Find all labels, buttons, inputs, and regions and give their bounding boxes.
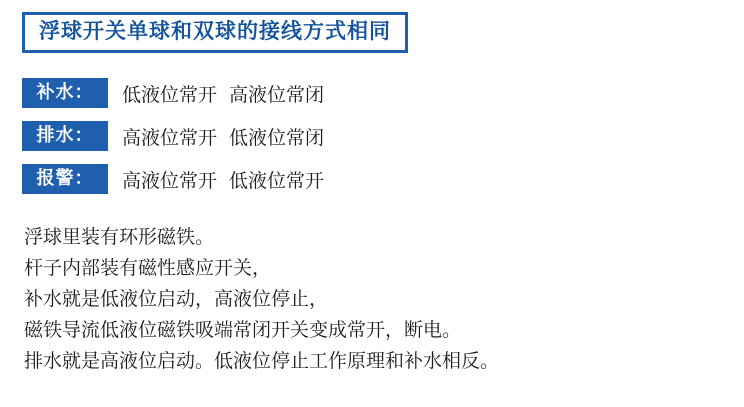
mode-list — [22, 78, 712, 207]
mode-desc-drain-low: 低液位常闭 — [229, 127, 325, 149]
mode-desc-drain — [122, 123, 324, 150]
mode-desc-supply-high: 高液位常闭 — [229, 84, 325, 106]
mode-desc-supply-low: 低液位常开 — [122, 84, 218, 106]
mode-tag-drain: 排水： — [22, 121, 108, 151]
body-line-1: 浮球里装有环形磁铁。 — [24, 227, 215, 248]
mode-row-supply — [22, 78, 712, 108]
mode-desc-alarm-high: 高液位常开 — [122, 170, 218, 192]
body-line-2: 杆子内部装有磁性感应开关， — [24, 258, 272, 279]
mode-tag-supply: 补水： — [22, 78, 108, 108]
mode-row-drain — [22, 121, 712, 151]
mode-tag-alarm: 报警： — [22, 164, 108, 194]
mode-desc-alarm — [122, 166, 324, 193]
mode-desc-supply — [122, 80, 324, 107]
body-line-3: 补水就是低液位启动，高液位停止， — [24, 289, 329, 310]
body-text-block — [24, 222, 724, 377]
body-line-5: 排水就是高液位启动。低液位停止工作原理和补水相反。 — [24, 351, 500, 372]
body-line-4: 磁铁导流低液位磁铁吸端常闭开关变成常开，断电。 — [24, 320, 462, 341]
mode-desc-drain-high: 高液位常开 — [122, 127, 218, 149]
mode-row-alarm — [22, 164, 712, 194]
mode-desc-alarm-low: 低液位常开 — [229, 170, 325, 192]
title-banner — [22, 12, 408, 53]
page-title: 浮球开关单球和双球的接线方式相同 — [39, 20, 391, 43]
